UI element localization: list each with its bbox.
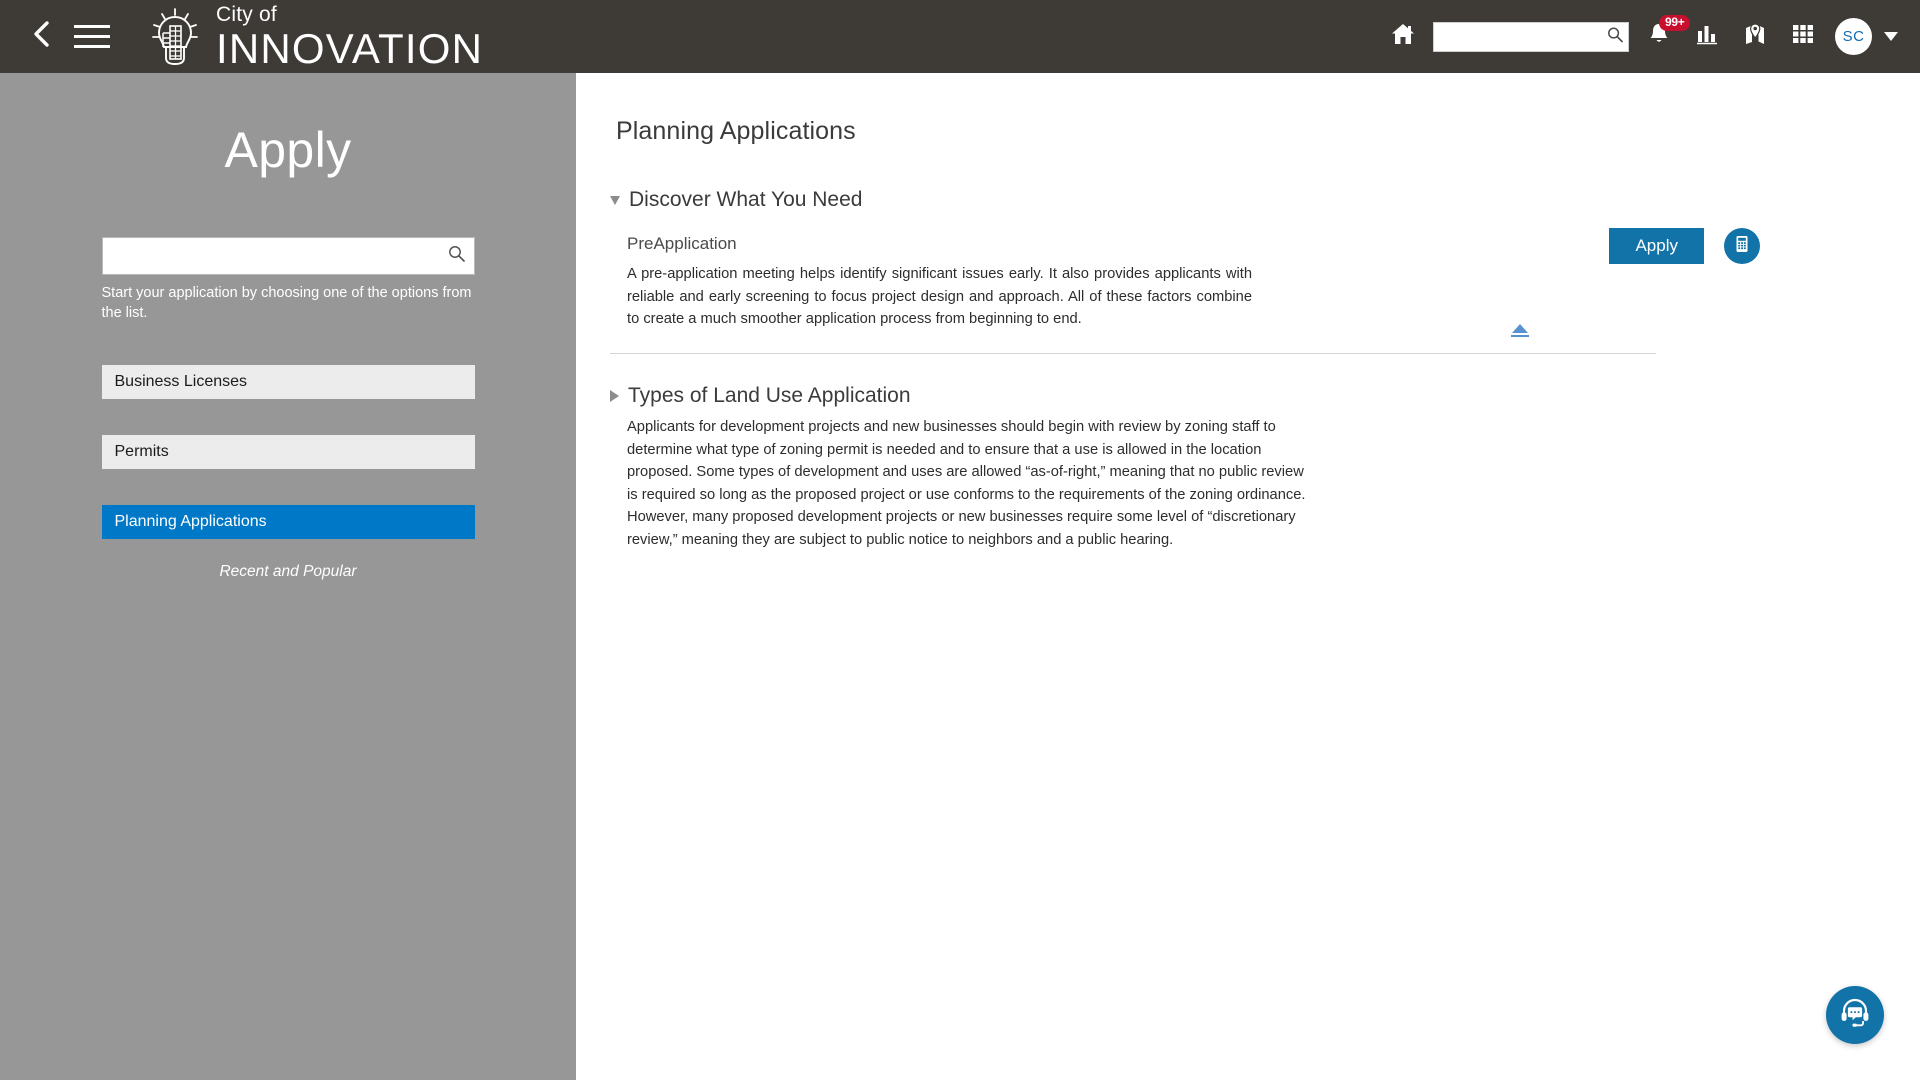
notification-count-badge: 99+ (1659, 15, 1690, 31)
apply-sidebar (0, 73, 576, 1080)
section-discover-what-you-need (610, 188, 1920, 354)
support-chat-button[interactable] (1826, 986, 1884, 1044)
avatar-initials: SC (1842, 28, 1865, 45)
hamburger-bar (74, 35, 110, 38)
section-title: Discover What You Need (629, 188, 863, 211)
header-search (1433, 22, 1629, 52)
avatar[interactable] (1835, 18, 1872, 55)
section-title: Types of Land Use Application (628, 383, 911, 407)
triangle-collapsed-icon (610, 390, 619, 402)
application-item-preapplication (627, 234, 1920, 331)
sidebar-item-label: Permits (114, 443, 169, 461)
map-button[interactable] (1731, 13, 1779, 61)
grid-apps-icon (1791, 22, 1815, 51)
sidebar-item-permits[interactable] (102, 435, 475, 469)
section-description: Applicants for development projects and new businesses should begin with review by zoning staff to determine what type of zoning permit is needed and to ensure that a use is allowed in the location proposed. Some types of development and uses are allowed “as-of-right,” meaning that no public review is required so long as the proposed project or use conforms to the requirements of the zoning ordinance. However, many proposed development projects or new businesses require some level of “discretionary review,” meaning they are subject to public notice to neighbors and a public hearing. (627, 418, 1306, 549)
search-input[interactable] (102, 237, 475, 275)
section-header-toggle[interactable] (610, 188, 1920, 212)
application-type-list (0, 365, 576, 539)
header-search-input[interactable] (1433, 22, 1629, 52)
chevron-down-icon[interactable] (1884, 32, 1898, 41)
sidebar-item-planning-applications[interactable] (102, 505, 475, 539)
item-title: PreApplication (627, 234, 737, 253)
section-types-of-land-use-application (610, 384, 1920, 552)
item-actions (1609, 228, 1760, 264)
home-icon (1390, 21, 1416, 52)
brand-city-label: City of (216, 2, 277, 26)
hamburger-bar (74, 45, 110, 48)
page-title: Apply (224, 122, 352, 178)
apply-button[interactable]: Apply (1609, 228, 1704, 264)
sidebar-search (102, 237, 475, 275)
collapse-triangle (1512, 324, 1528, 333)
main-content (576, 73, 1920, 1080)
brand-logo[interactable] (144, 4, 483, 70)
sidebar-hint-text: Start your application by choosing one of the options from the list. (101, 285, 472, 321)
home-button[interactable] (1379, 13, 1427, 61)
item-description: A pre-application meeting helps identify significant issues early. It also provides applicants with reliable and early screening to focus project design and approach. All of these factors combine to create a much smoother application process from beginning to end. (627, 266, 1252, 328)
headset-chat-icon (1838, 996, 1872, 1035)
apps-button[interactable] (1779, 13, 1827, 61)
chevron-left-icon (30, 19, 52, 54)
recent-and-popular-label: Recent and Popular (219, 563, 357, 581)
calculator-icon (1732, 234, 1752, 259)
content-page-title: Planning Applications (616, 117, 856, 145)
header-actions (1379, 13, 1920, 61)
hamburger-menu-icon[interactable] (74, 17, 120, 57)
section-header-toggle[interactable] (610, 384, 1920, 408)
lightbulb-building-logo (144, 6, 206, 68)
hamburger-bar (74, 25, 110, 28)
sidebar-item-label: Planning Applications (114, 513, 267, 531)
collapse-up-icon[interactable] (1511, 324, 1529, 337)
fee-calculator-button[interactable] (1724, 228, 1760, 264)
section-divider (610, 353, 1656, 354)
collapse-bar (1511, 335, 1529, 337)
notifications-button[interactable] (1635, 13, 1683, 61)
top-header-bar (0, 0, 1920, 73)
sidebar-item-label: Business Licenses (114, 373, 248, 391)
reports-button[interactable] (1683, 13, 1731, 61)
map-pin-icon (1742, 21, 1768, 52)
triangle-expanded-icon (610, 196, 620, 205)
bar-chart-icon (1694, 21, 1720, 52)
brand-name-label: INNOVATION (216, 24, 484, 72)
sidebar-item-business-licenses[interactable] (102, 365, 475, 399)
back-button[interactable] (14, 19, 68, 54)
